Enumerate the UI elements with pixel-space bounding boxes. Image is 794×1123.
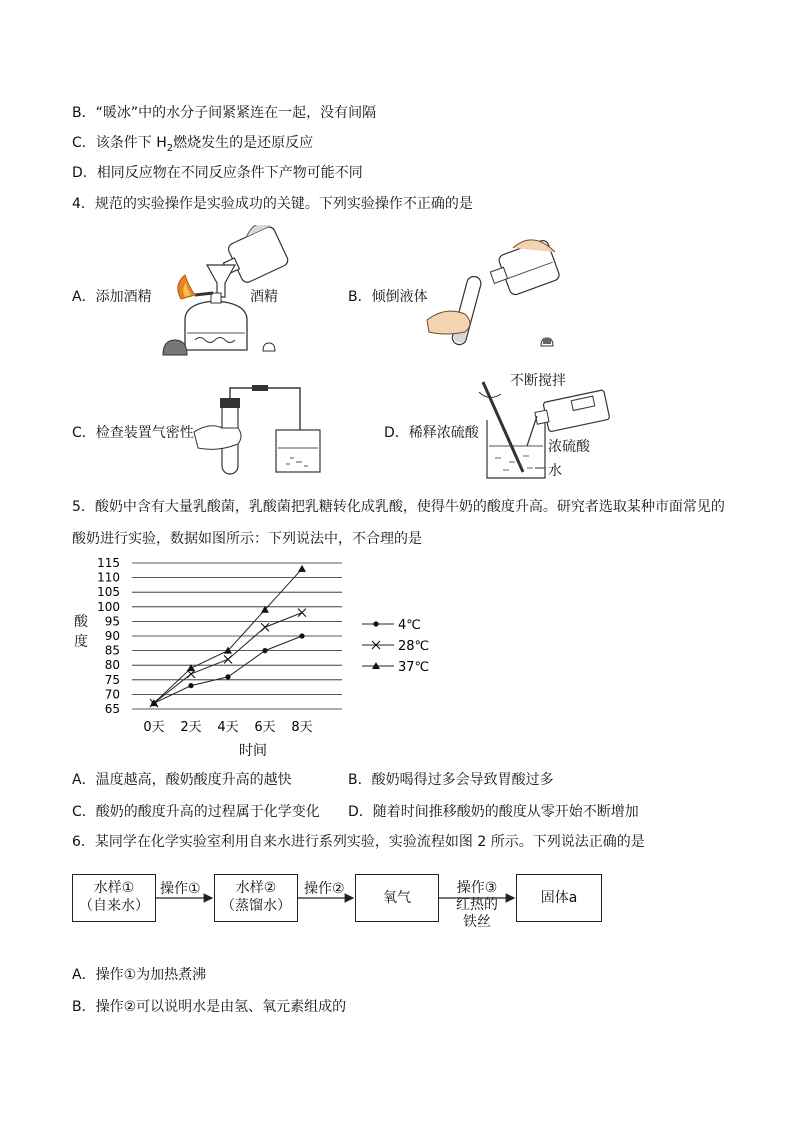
acid-annotation: 浓硫酸 — [548, 439, 590, 455]
chart-ylabel: 酸度 — [74, 614, 88, 650]
q4-option-a-annotation: 酒精 — [250, 289, 278, 305]
q5-option-c: C．酸奶的酸度升高的过程属于化学变化 — [72, 804, 320, 820]
y-tick-label: 95 — [104, 614, 120, 629]
x-tick-label: 4天 — [217, 720, 239, 735]
q4-option-c-label: C．检查装置气密性 — [72, 425, 194, 441]
flow-box-oxygen: 氧气 — [355, 874, 439, 922]
q3-option-b: B．“暖冰”中的水分子间紧紧连在一起，没有间隔 — [72, 105, 377, 121]
flow-box-tap-water: 水样① （自来水） — [72, 874, 156, 922]
q4-stem: 4．规范的实验操作是实验成功的关键。下列实验操作不正确的是 — [72, 196, 473, 212]
data-point — [298, 565, 306, 572]
q6-stem: 6．某同学在化学实验室利用自来水进行系列实验，实验流程如图 2 所示。下列说法正确的是 — [72, 834, 645, 850]
y-tick-label: 85 — [104, 643, 120, 658]
data-point — [299, 633, 304, 638]
flow-op3-label: 操作③ 红热的 铁丝 — [456, 880, 498, 930]
legend-label: 28℃ — [398, 639, 430, 654]
y-tick-label: 115 — [97, 556, 120, 570]
flow-box-solid-a: 固体a — [516, 874, 602, 922]
y-tick-label: 90 — [104, 629, 120, 643]
y-tick-label: 105 — [97, 585, 120, 600]
q4-option-d-label: D．稀释浓硫酸 — [384, 425, 479, 441]
q5-stem-line2: 酸奶进行实验，数据如图所示：下列说法中，不合理的是 — [72, 531, 422, 547]
y-tick-label: 100 — [97, 599, 120, 614]
data-point — [261, 623, 269, 631]
q3-option-d: D．相同反应物在不同反应条件下产物可能不同 — [72, 165, 363, 181]
q5-option-a: A．温度越高，酸奶酸度升高的越快 — [72, 772, 292, 788]
stir-annotation: 不断搅拌 — [510, 373, 566, 389]
q5-stem-line1: 5．酸奶中含有大量乳酸菌，乳酸菌把乳糖转化成乳酸，使得牛奶的酸度升高。研究者选取某种市面常见的 — [72, 499, 725, 515]
y-tick-label: 65 — [104, 702, 120, 716]
x-tick-label: 0天 — [143, 720, 165, 735]
q4-option-a-label: A．添加酒精 — [72, 289, 152, 305]
acidity-line-chart — [72, 555, 452, 765]
data-point — [262, 648, 267, 653]
x-tick-label: 2天 — [180, 720, 202, 735]
q5-option-b: B．酸奶喝得过多会导致胃酸过多 — [348, 772, 554, 788]
pour-liquid-figure — [425, 228, 575, 358]
data-point — [298, 609, 306, 617]
x-tick-label: 8天 — [291, 720, 313, 735]
q5-option-d: D．随着时间推移酸奶的酸度从零开始不断增加 — [348, 804, 639, 820]
q3-option-c: C．该条件下 $H_2$燃烧发生的是还原反应 — [72, 135, 314, 154]
data-point — [188, 683, 193, 688]
x-tick-label: 6天 — [254, 720, 276, 735]
data-point — [225, 674, 230, 679]
flow-box-distilled-water: 水样② （蒸馏水） — [214, 874, 298, 922]
y-tick-label: 70 — [104, 687, 120, 702]
q6-option-b: B．操作②可以说明水是由氢、氧元素组成的 — [72, 999, 347, 1015]
y-tick-label: 75 — [104, 672, 120, 687]
y-tick-label: 110 — [97, 570, 120, 585]
legend-label: 37℃ — [398, 660, 430, 675]
q4-option-b-label: B．倾倒液体 — [348, 289, 428, 305]
legend-marker — [373, 621, 378, 626]
alcohol-lamp-figure — [155, 225, 310, 360]
flow-op2-label: 操作② — [304, 881, 345, 897]
q6-option-a: A．操作①为加热煮沸 — [72, 967, 207, 983]
x-axis-label: 时间 — [239, 743, 267, 759]
airtightness-figure — [192, 382, 332, 477]
water-annotation: 水 — [548, 463, 562, 479]
series-line-1 — [154, 613, 302, 704]
legend-label: 4℃ — [398, 618, 421, 633]
series-line-0 — [154, 636, 302, 703]
y-tick-label: 80 — [104, 658, 120, 673]
data-point — [224, 655, 232, 663]
flow-op1-label: 操作① — [160, 881, 201, 897]
